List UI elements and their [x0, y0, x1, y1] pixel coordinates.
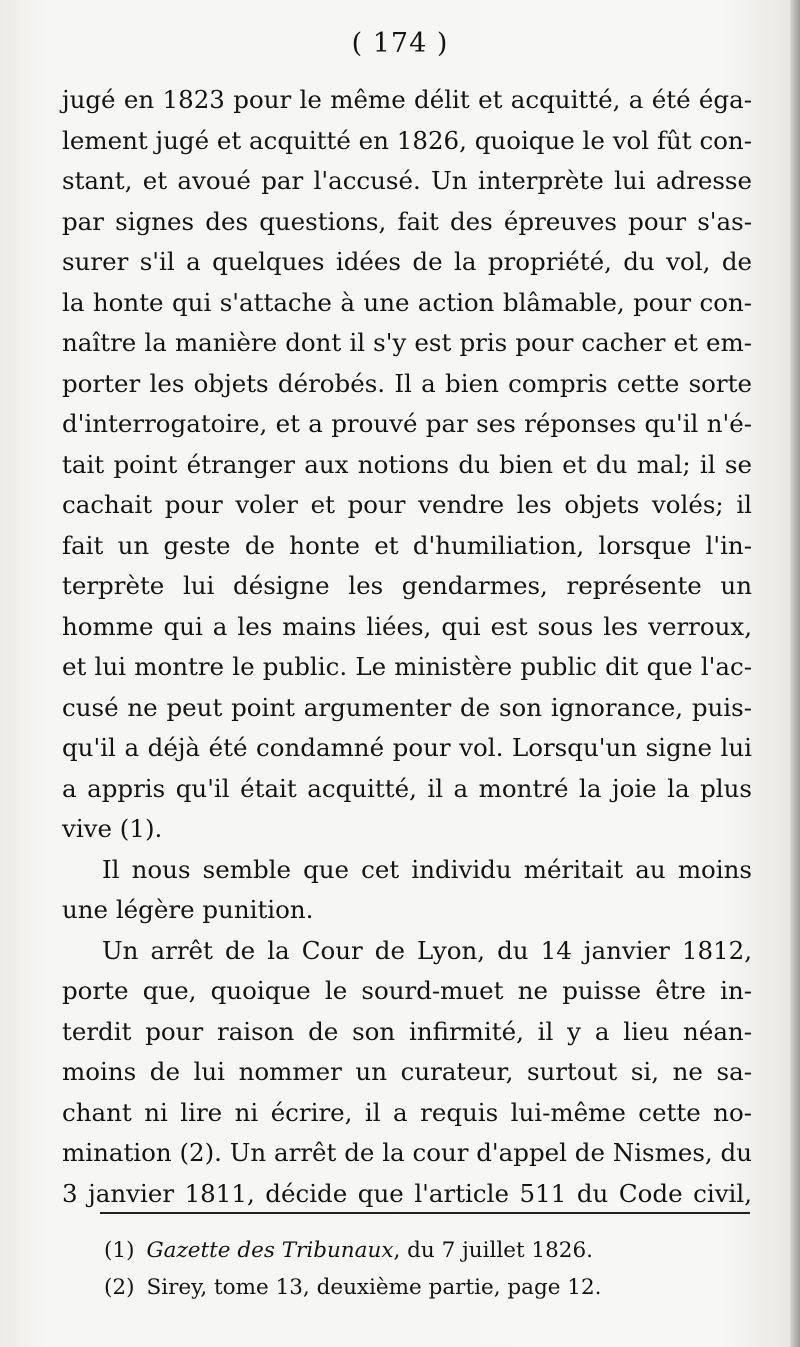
text-line: porte que, quoique le sourd-muet ne puisse être in-	[62, 976, 752, 1005]
footnote	[104, 1269, 744, 1306]
footnote-text: , du 7 juillet 1826.	[393, 1238, 593, 1263]
text-line: a appris qu'il était acquitté, il a montré la joie la plus	[62, 773, 752, 803]
body-text	[62, 80, 752, 1214]
text-line: par signes des questions, fait des épreuves pour s'as-	[62, 206, 752, 236]
footnote-source: Gazette des Tribunaux	[146, 1238, 394, 1263]
text-line: et lui montre le public. Le ministère public dit que l'ac-	[62, 652, 752, 681]
text-line: terprète lui désigne les gendarmes, représente un	[62, 571, 752, 600]
text-line: cusé ne peut point argumenter de son ignorance, puis-	[62, 692, 752, 722]
page-edge-shadow	[790, 0, 800, 1347]
text-line: une légère punition.	[62, 895, 314, 924]
text-line: naître la manière dont il s'y est pris pour cacher et em-	[62, 328, 752, 357]
text-line: la honte qui s'attache à une action blâmable, pour con-	[62, 287, 752, 317]
footnote-mark: (1)	[104, 1238, 135, 1263]
text-line: Un arrêt de la Cour de Lyon, du 14 janvier 1812,	[102, 935, 752, 965]
text-line: mination (2). Un arrêt de la cour d'appel de Nismes, du	[62, 1138, 752, 1167]
text-line: tait point étranger aux notions du bien et du mal; il se	[62, 449, 752, 479]
footnote-text: Sirey, tome 13, deuxième partie, page 12.	[146, 1275, 602, 1300]
text-line: fait un geste de honte et d'humiliation, lorsque l'in-	[62, 530, 752, 560]
text-line: stant, et avoué par l'accusé. Un interprète lui adresse	[62, 166, 752, 195]
text-line: lement jugé et acquitté en 1826, quoique le vol fût con-	[62, 125, 752, 155]
text-line: chant ni lire ni écrire, il a requis lui-même cette no-	[62, 1097, 752, 1127]
text-line: porter les objets dérobés. Il a bien compris cette sorte	[62, 368, 752, 398]
text-line: jugé en 1823 pour le même délit et acquitté, a été éga-	[62, 85, 752, 114]
footnote-rule	[100, 1212, 750, 1214]
text-line: surer s'il a quelques idées de la propriété, du vol, de	[62, 247, 752, 276]
text-line: Il nous semble que cet individu méritait au moins	[102, 854, 752, 884]
text-line: 3 janvier 1811, décide que l'article 511 du Code civil,	[62, 1178, 752, 1208]
page-number: ( 174 )	[351, 28, 449, 59]
text-line: cachait pour voler et pour vendre les objets volés; il	[62, 490, 752, 519]
footnote	[104, 1232, 744, 1269]
text-line: qu'il a déjà été condamné pour vol. Lorsqu'un signe lui	[62, 733, 752, 762]
text-line: terdit pour raison de son infirmité, il y a lieu néan-	[62, 1016, 752, 1046]
text-line: vive (1).	[62, 814, 163, 843]
text-line: d'interrogatoire, et a prouvé par ses réponses qu'il n'é-	[62, 409, 752, 438]
text-line: homme qui a les mains liées, qui est sous les verroux,	[62, 611, 752, 641]
text-line: moins de lui nommer un curateur, surtout si, ne sa-	[62, 1057, 752, 1086]
footnote-mark: (2)	[104, 1275, 135, 1300]
footnotes	[104, 1232, 744, 1306]
